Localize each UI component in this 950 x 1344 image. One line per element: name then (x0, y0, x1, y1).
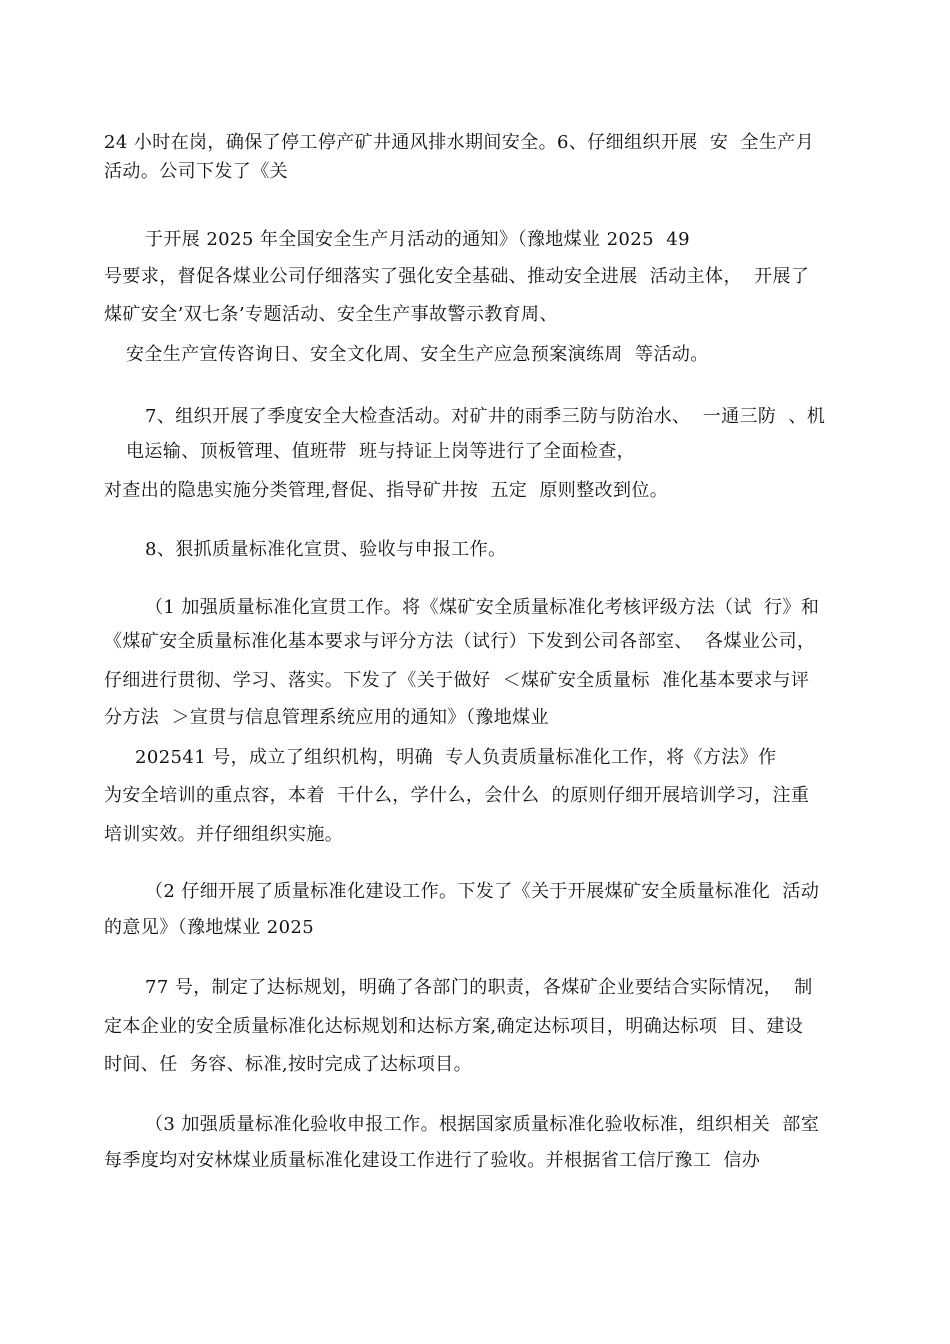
text-line: 于开展 2025 年全国安全生产月活动的通知》（豫地煤业 2025 49 (145, 229, 690, 250)
text-line: 培训实效。并仔细组织实施。 (104, 824, 344, 845)
text-line: （1 加强质量标准化宣贯工作。将《煤矿安全质量标准化考核评级方法（试 行》和 (145, 597, 820, 618)
text-line: 分方法 ＞宣贯与信息管理系统应用的通知》（豫地煤业 (104, 707, 549, 728)
text-line: 202541 号，成立了组织机构，明确 专人负责质量标准化工作，将《方法》作 (135, 747, 777, 768)
text-line: （2 仔细开展了质量标准化建设工作。下发了《关于开展煤矿安全质量标准化 活动 (145, 881, 820, 902)
text-line: 24 小时在岗，确保了停工停产矿井通风排水期间安全。6、仔细组织开展 安 全生产月 (104, 132, 815, 153)
text-line: 电运输、顶板管理、值班带 班与持证上岗等进行了全面检查， (126, 441, 636, 462)
text-line: 煤矿安全’双七条’专题活动、安全生产事故警示教育周、 (104, 304, 558, 325)
text-line: 对查出的隐患实施分类管理,督促、指导矿井按 五定 原则整改到位。 (104, 480, 669, 501)
text-line: 的意见》（豫地煤业 2025 (104, 917, 315, 938)
text-line: 定本企业的安全质量标准化达标规划和达标方案,确定达标项目，明确达标项 目、建设 (104, 1016, 804, 1037)
text-line: 《煤矿安全质量标准化基本要求与评分方法（试行）下发到公司各部室、 各煤业公司， (104, 631, 816, 652)
text-line: 77 号，制定了达标规划，明确了各部门的职责，各煤矿企业要结合实际情况， 制 (145, 977, 813, 998)
text-line: 时间、任 务容、标准,按时完成了达标项目。 (104, 1054, 472, 1075)
text-line: 仔细进行贯彻、学习、落实。下发了《关于做好 ＜煤矿安全质量标 准化基本要求与评 (104, 670, 810, 691)
text-line: 为安全培训的重点容，本着 干什么，学什么，会什么 的原则仔细开展培训学习，注重 (104, 785, 810, 806)
text-line: （3 加强质量标准化验收申报工作。根据国家质量标准化验收标准，组织相关 部室 (145, 1114, 820, 1135)
text-line: 7、组织开展了季度安全大检查活动。对矿井的雨季三防与防治水、 一通三防 、机 (145, 406, 826, 427)
text-line: 活动。公司下发了《关 (104, 161, 288, 182)
text-line: 号要求，督促各煤业公司仔细落实了强化安全基础、推动安全进展 活动主体， 开展了 (104, 266, 810, 287)
text-line: 8、狠抓质量标准化宣贯、验收与申报工作。 (145, 539, 507, 560)
text-line: 每季度均对安林煤业质量标准化建设工作进行了验收。并根据省工信厅豫工 信办 (104, 1150, 761, 1171)
text-line: 安全生产宣传咨询日、安全文化周、安全生产应急预案演练周 等活动。 (126, 344, 709, 365)
